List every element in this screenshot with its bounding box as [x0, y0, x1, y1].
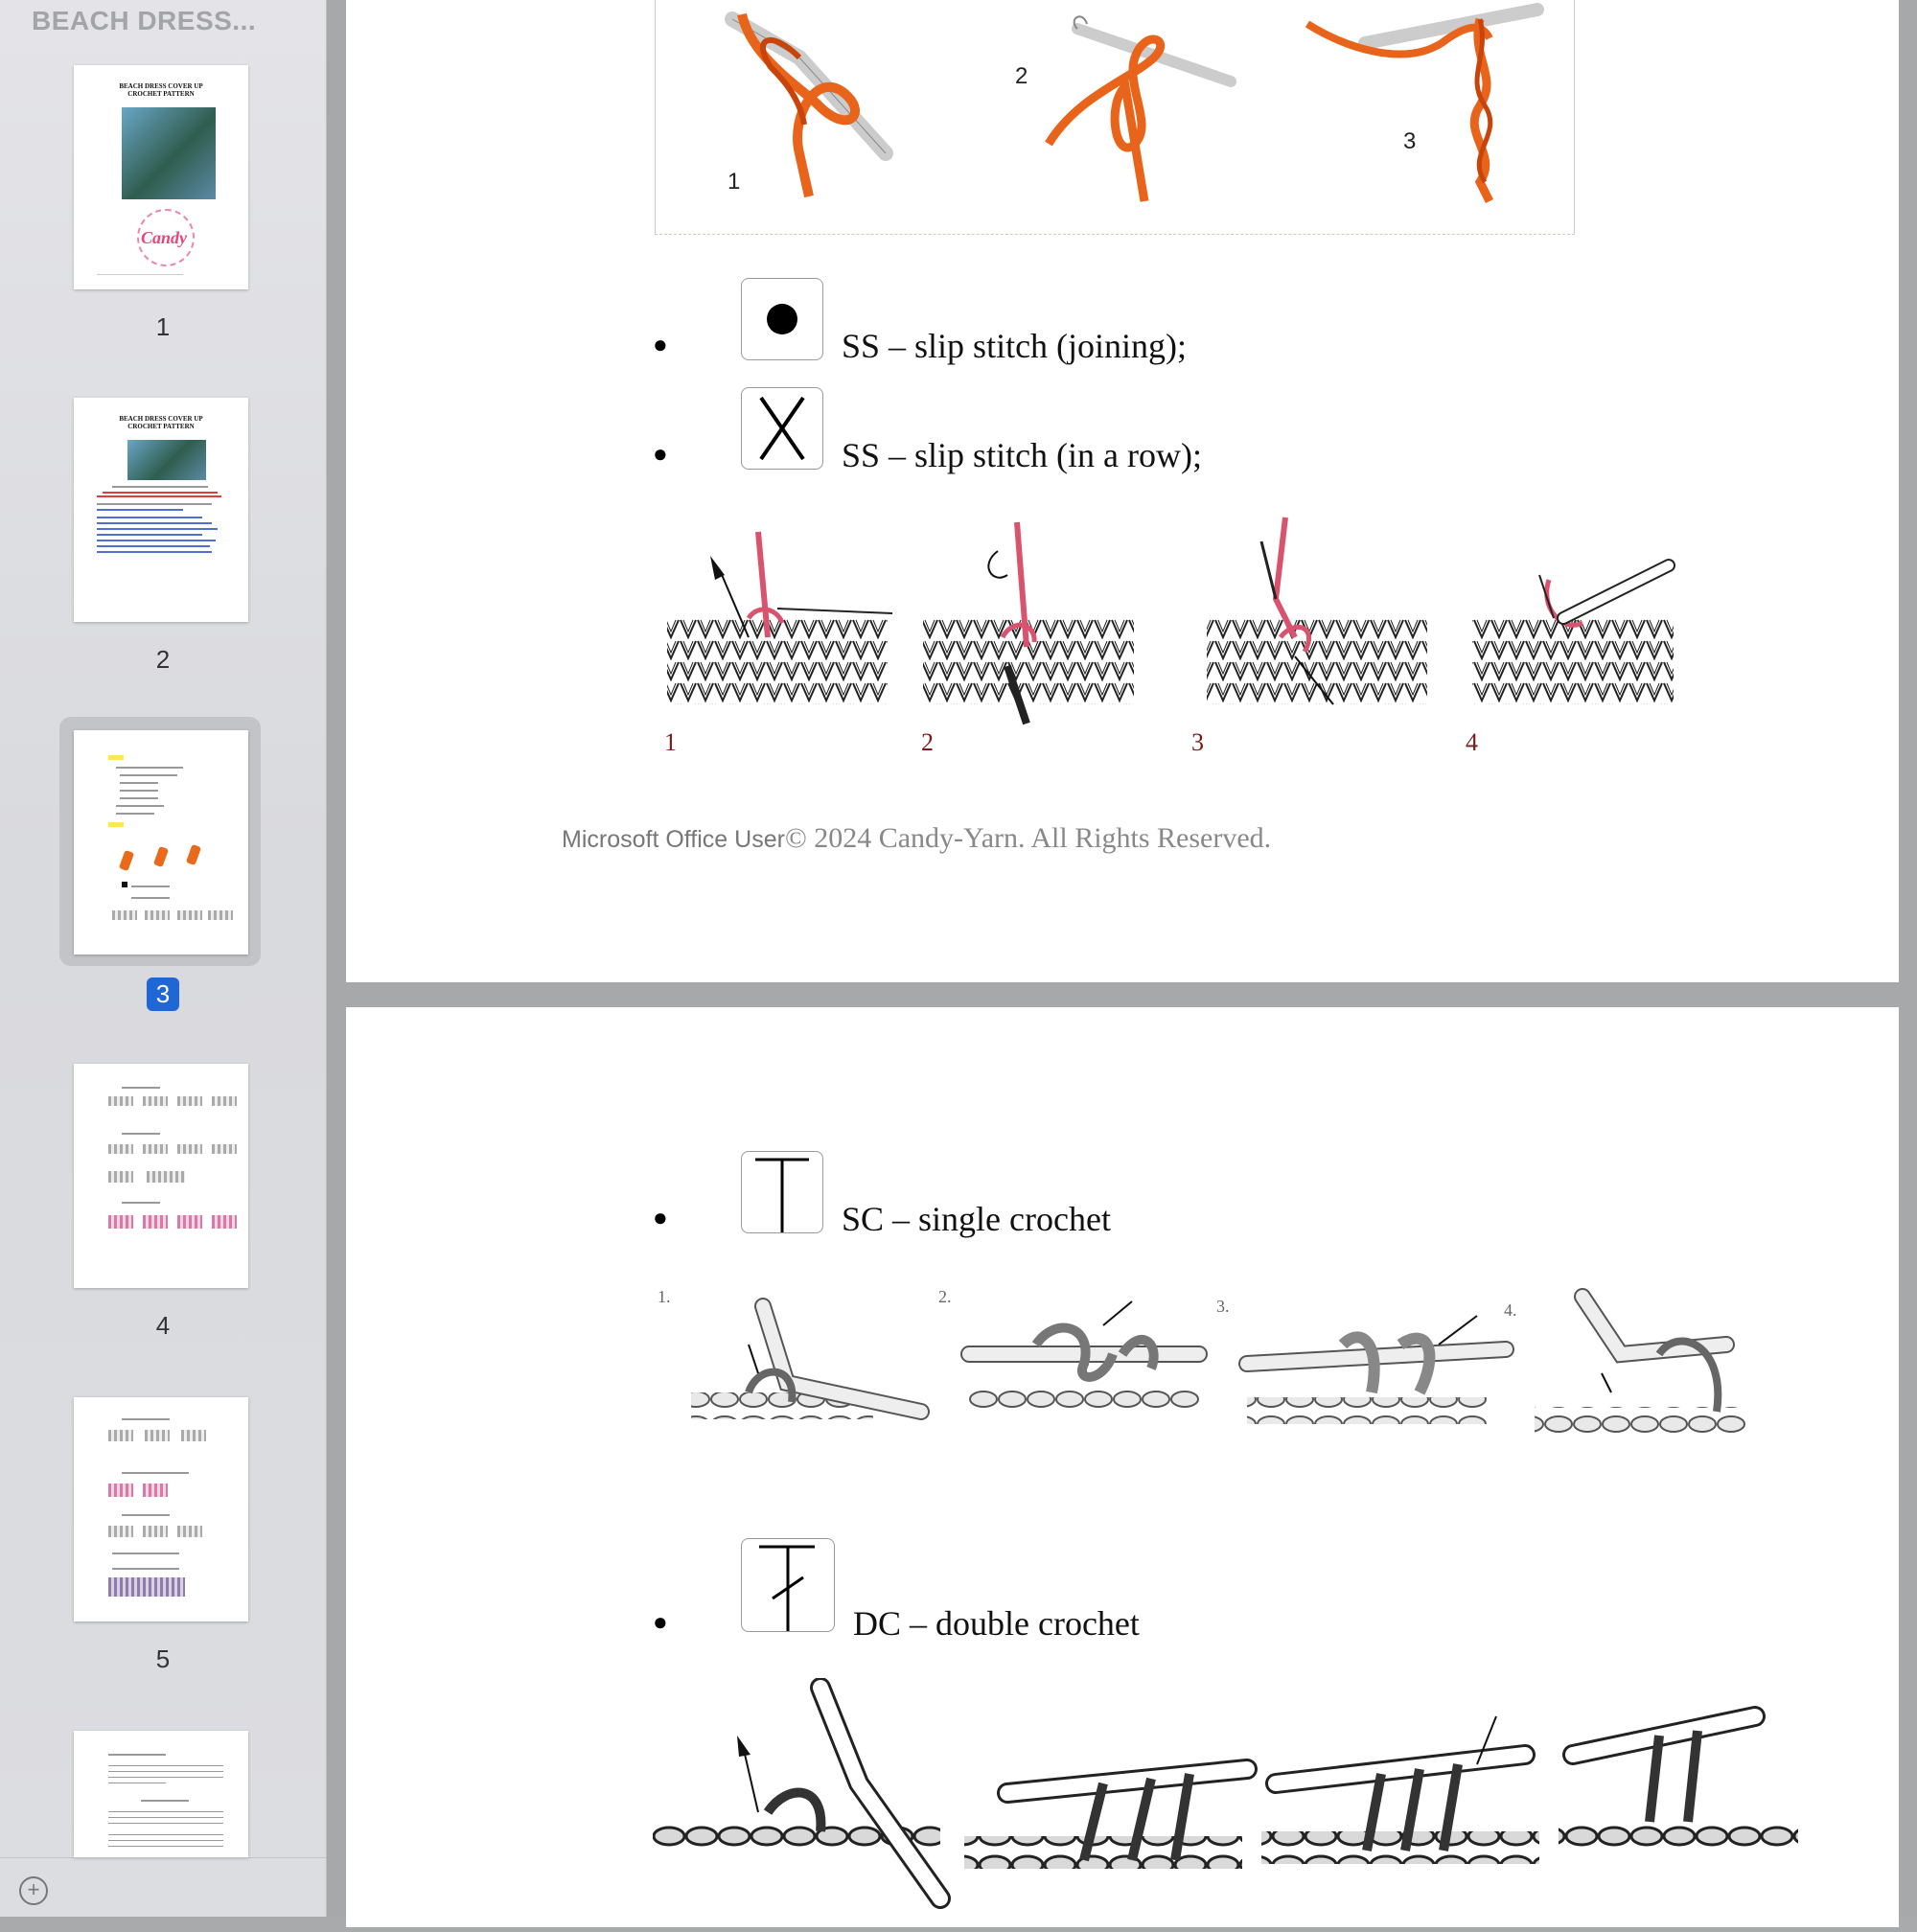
thumb-text-line	[120, 782, 158, 784]
thumb-text-line	[108, 1765, 223, 1766]
thumb-text-line	[97, 528, 218, 530]
cover-photo	[122, 107, 216, 199]
thumb-illustration	[119, 850, 134, 871]
bullet: ●	[653, 1203, 668, 1231]
step-number: 3	[1403, 128, 1417, 154]
step-number: 1	[664, 728, 677, 756]
thumb-illustration	[122, 882, 127, 887]
candy-logo-text: Candy	[140, 228, 187, 247]
thumb-text-line	[108, 1834, 223, 1835]
page-thumbnail[interactable]	[74, 1731, 248, 1857]
thumb-footer	[97, 274, 183, 275]
thumb-text-line	[103, 492, 218, 494]
thumb-text-line	[108, 1840, 223, 1841]
stitch-description: SS – slip stitch (joining);	[842, 327, 1188, 365]
slip-stitch-illustration	[662, 513, 1707, 762]
thumb-text-line	[112, 1552, 179, 1554]
thumb-illustration	[177, 1526, 202, 1537]
page-number: 4	[155, 1311, 171, 1340]
footer-author: Microsoft Office User	[562, 826, 785, 853]
thumb-illustration	[145, 1430, 170, 1441]
page-thumbnail[interactable]	[74, 1397, 248, 1622]
thumb-illustration	[143, 1484, 168, 1497]
step-number: 2	[1015, 63, 1028, 89]
stitch-description: DC – double crochet	[853, 1604, 1140, 1643]
thumb-text-line	[122, 1133, 160, 1135]
stitch-description: SS – slip stitch (in a row);	[842, 436, 1202, 474]
page-footer	[562, 822, 1271, 855]
thumb-illustration	[143, 1215, 168, 1229]
double-crochet-drawing	[653, 1678, 1803, 1927]
thumb-illustration	[108, 1484, 133, 1497]
thumb-illustration	[147, 1171, 185, 1183]
bullet: ●	[653, 1607, 668, 1636]
thumb-text-line	[131, 897, 170, 899]
page-number-selected: 3	[0, 978, 326, 1011]
x-symbol-icon	[741, 387, 823, 470]
thumb-illustration	[143, 1096, 168, 1106]
thumb-text-line	[116, 767, 183, 769]
step-number: 4	[1466, 728, 1478, 756]
thumb-text-line	[122, 1418, 170, 1420]
thumb-illustration	[108, 1215, 133, 1229]
thumb-text-line	[97, 540, 216, 541]
page-number: 1	[155, 312, 171, 341]
thumb-text-line	[97, 495, 221, 497]
thumbnail-page-1[interactable]	[0, 65, 326, 353]
thumb-text-line	[97, 551, 212, 553]
thumbnail-sidebar	[0, 0, 327, 1917]
thumb-text-line	[112, 1568, 179, 1570]
thumb-text-line	[116, 805, 164, 807]
thumb-illustration	[208, 910, 233, 920]
step-number: 2.	[938, 1287, 952, 1306]
thumb-illustration	[177, 1144, 202, 1154]
thumb-text-line	[116, 813, 154, 815]
step-number: 1.	[658, 1287, 671, 1306]
thumb-illustration	[108, 1577, 185, 1597]
chain-stitch-drawing	[656, 0, 1574, 234]
thumb-illustration	[186, 844, 201, 865]
thumb-illustration	[212, 1096, 237, 1106]
thumb-text-line	[108, 1817, 223, 1818]
bullet: ●	[653, 439, 668, 468]
bullet: ●	[653, 330, 668, 358]
highlight	[108, 755, 124, 760]
thumb-title: BEACH DRESS COVER UP CROCHET PATTERN	[119, 82, 203, 98]
thumb-illustration	[108, 1526, 133, 1537]
thumb-text-line	[97, 509, 183, 511]
step-number: 3.	[1216, 1297, 1230, 1316]
thumbnail-page-3[interactable]	[0, 730, 326, 1018]
thumb-text-line	[122, 1472, 189, 1474]
thumbnail-page-2[interactable]	[0, 398, 326, 685]
thumb-illustration	[108, 1430, 133, 1441]
dot-symbol-icon	[741, 278, 823, 360]
thumb-illustration	[212, 1144, 237, 1154]
thumb-illustration	[108, 1144, 133, 1154]
thumbnail-page-5[interactable]	[0, 1397, 326, 1685]
thumb-text-line	[122, 1202, 160, 1204]
thumb-text-line	[97, 545, 210, 547]
thumb-text-line	[131, 886, 170, 887]
chain-stitch-illustration	[655, 0, 1575, 235]
single-crochet-drawing	[653, 1287, 1765, 1460]
thumb-illustration	[177, 910, 202, 920]
double-crochet-illustration	[653, 1678, 1803, 1927]
thumbnail-page-4[interactable]	[0, 1064, 326, 1351]
thumb-illustration	[153, 846, 169, 867]
page-thumbnail[interactable]	[74, 65, 248, 289]
thumb-text-line	[97, 503, 212, 505]
thumb-text-line	[122, 1514, 170, 1516]
thumb-text-line	[112, 486, 208, 488]
thumb-text-line	[97, 517, 202, 518]
step-number: 4.	[1504, 1300, 1517, 1320]
document-title: BEACH DRESS...	[32, 6, 257, 35]
t-symbol-icon	[741, 1151, 823, 1233]
step-number: 1	[728, 169, 741, 195]
sidebar-divider	[0, 1857, 326, 1858]
slip-stitch-drawing	[662, 513, 1707, 762]
thumb-illustration	[108, 1171, 133, 1183]
page-thumbnail[interactable]	[74, 1064, 248, 1288]
thumb-text-line	[141, 1800, 189, 1802]
thumb-text-line	[108, 1811, 223, 1812]
thumb-illustration	[212, 1215, 237, 1229]
thumb-illustration	[108, 1096, 133, 1106]
dc-symbol-icon	[741, 1538, 835, 1632]
thumb-text-line	[120, 797, 158, 799]
thumb-text-line	[97, 534, 202, 536]
page-number: 5	[155, 1644, 171, 1673]
thumbnail-page-6[interactable]	[0, 1731, 326, 1917]
thumb-text-line	[108, 1782, 166, 1783]
thumb-illustration	[177, 1215, 202, 1229]
thumb-text-line	[108, 1771, 223, 1772]
thumb-text-line	[108, 1823, 223, 1824]
thumb-text-line	[108, 1777, 223, 1778]
thumb-text-line	[97, 522, 212, 524]
thumb-text-line	[108, 1754, 166, 1756]
step-number: 3	[1191, 728, 1204, 756]
thumb-illustration	[143, 1526, 168, 1537]
thumb-illustration	[145, 910, 170, 920]
document-page	[346, 0, 1899, 982]
page-thumbnail[interactable]	[74, 398, 248, 622]
page-thumbnail[interactable]	[74, 730, 248, 954]
thumb-text-line	[120, 790, 158, 792]
cover-photo	[127, 440, 206, 480]
document-page	[346, 1007, 1899, 1927]
thumb-illustration	[177, 1096, 202, 1106]
stitch-description: SC – single crochet	[842, 1200, 1111, 1238]
footer-copyright: © 2024 Candy-Yarn. All Rights Reserved.	[784, 822, 1272, 854]
thumb-text-line	[122, 1087, 160, 1089]
thumb-text-line	[108, 1846, 223, 1847]
step-number: 2	[921, 728, 934, 756]
page-number: 2	[155, 645, 171, 674]
thumb-illustration	[181, 1430, 206, 1441]
thumb-text-line	[120, 774, 177, 776]
document-view[interactable]	[327, 0, 1917, 1917]
thumb-title: BEACH DRESS COVER UP CROCHET PATTERN	[119, 415, 203, 430]
thumb-illustration	[143, 1144, 168, 1154]
thumb-illustration	[112, 910, 137, 920]
single-crochet-illustration	[653, 1287, 1765, 1460]
highlight	[108, 822, 124, 827]
add-page-button[interactable]: +	[19, 1876, 48, 1905]
